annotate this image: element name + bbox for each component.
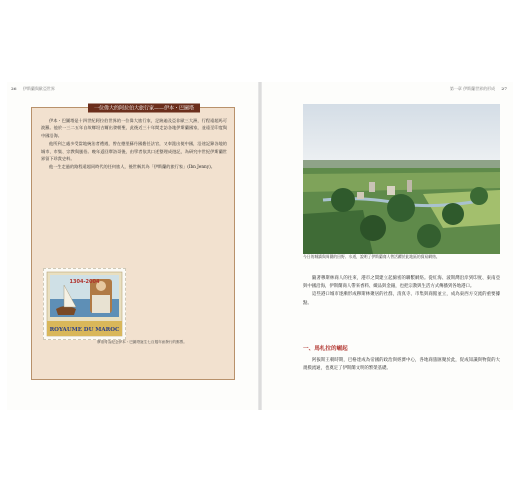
sidebar-box-title: 一位偉大的阿拉伯大旅行家——伊本・巴圖塔 — [88, 104, 200, 113]
stamp-years: 1304-2004 — [69, 279, 100, 285]
right-page — [261, 82, 513, 410]
right-page-number: 27 — [501, 86, 507, 91]
left-folio — [11, 86, 55, 92]
box-paragraph: 伊本・巴圖塔是十四世紀阿拉伯世界的一位偉大旅行家，足跡遍及亞非歐三大洲，行程遠超馬可波羅。他於一三二五年自故鄉坦吉爾出發朝聖，此後近三十年間走訪各地伊斯蘭國家，並遠至印度與中國沿海。 — [41, 118, 227, 138]
left-running-head: 伊斯蘭與歐亞世界 — [22, 86, 55, 91]
stamp-illustration — [44, 269, 125, 339]
town-aerial-image — [303, 104, 500, 254]
right-folio — [450, 86, 507, 92]
book-spread — [7, 82, 513, 410]
morocco-stamp — [43, 268, 126, 340]
body-paragraph: 這些港口城市逐漸形成穆斯林聚居的社群，清真寺、市集與商館並立，成為東西方交流的重要據點。 — [303, 292, 500, 306]
sidebar-box-text — [41, 117, 227, 172]
body-paragraph: 隨著穆斯林商人的往來，港市之間建立起綿密的聯繫網絡。從紅海、波斯灣沿岸到印度、東南亞與中國沿海，伊斯蘭商人帶來香料、織品與金銀，也把宗教與生活方式傳播到各地港口。 — [303, 276, 500, 290]
body-text — [303, 275, 500, 308]
section-body-text — [303, 357, 500, 373]
box-paragraph: 他所到之處多受當地統治者禮遇，曾在德里蘇丹國擔任法官，又奉派出使中國，沿途記錄各地的城市、市集、宗教與風俗。晚年返回摩洛哥後，由學者依其口述整理成遊記，為研究中世紀伊斯蘭世界留下珍貴史料。 — [41, 141, 227, 162]
stamp-caption: 摩洛哥為紀念伊本・巴圖塔誕生七百週年而發行的郵票。 — [97, 340, 187, 344]
left-page — [7, 82, 259, 410]
left-page-number: 26 — [11, 86, 17, 91]
landscape-photo — [303, 104, 500, 254]
stamp-country: ROYAUME DU MAROC — [49, 327, 120, 333]
right-running-head: 第一章 伊斯蘭世界的形成 — [449, 86, 496, 91]
section-heading: 一、馬札拉的崛起 — [303, 346, 348, 352]
section-paragraph: 阿拔斯王朝時期，巴格達成為帝國的政治與經濟中心，各地商旅匯聚於此，促成知識與物資的大規模流通，也奠定了伊斯蘭文明的繁榮基礎。 — [303, 358, 500, 372]
photo-caption: 今日的城鎮與周圍的田野、水道，說明了伊斯蘭商人曾活躍於此地區的貿易網絡。 — [303, 254, 440, 259]
box-paragraph: 他一生走過的路程遠超同時代的任何旅人，後世稱其為「伊斯蘭的旅行家」(Ibn Jenny)。 — [49, 164, 215, 170]
